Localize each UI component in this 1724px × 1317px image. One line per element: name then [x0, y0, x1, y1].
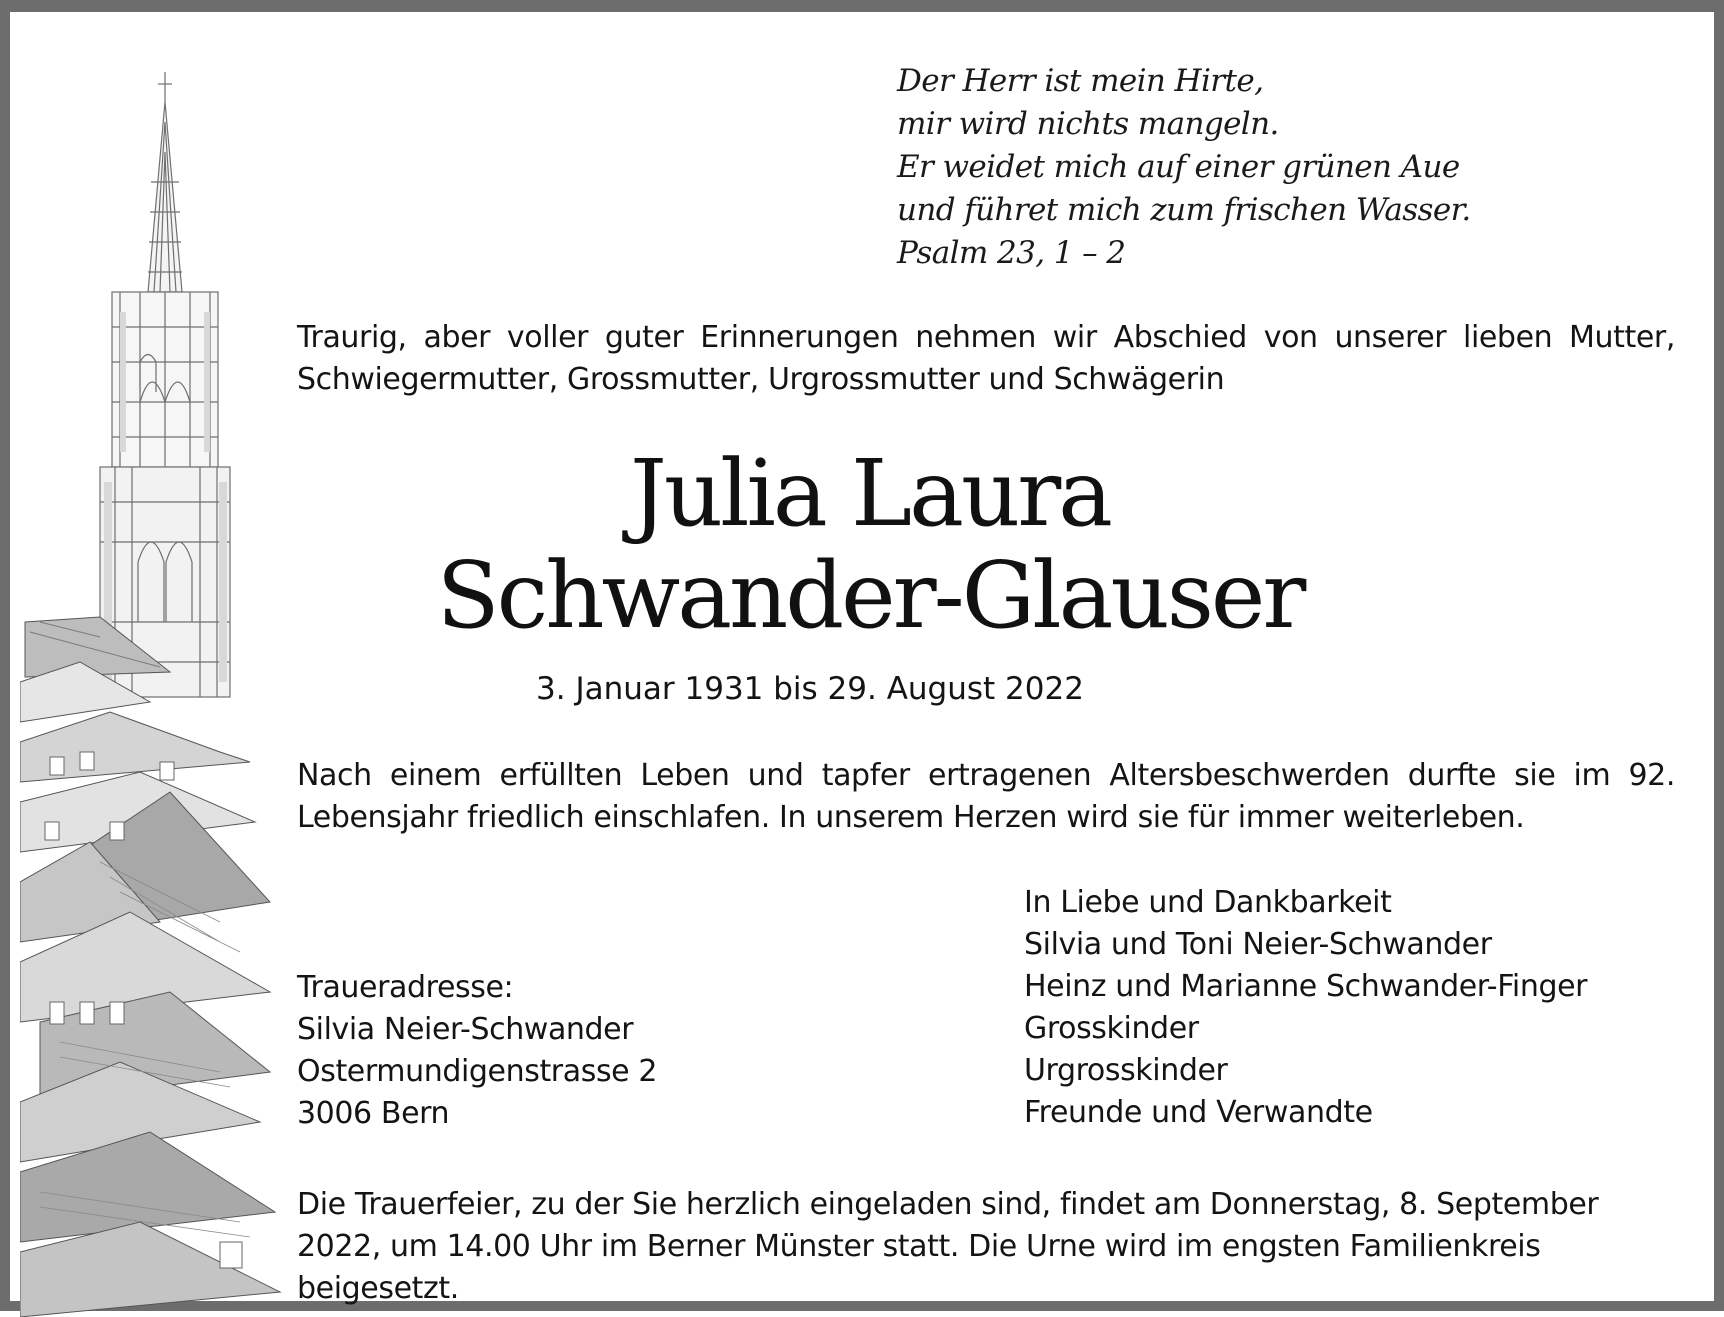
psalm-line: Der Herr ist mein Hirte, [897, 63, 1264, 99]
psalm-line: und führet mich zum frischen Wasser. [897, 192, 1471, 228]
ceremony-text: Die Trauerfeier, zu der Sie herzlich eingeladen sind, findet am Donnerstag, 8. September 2022, um 14.00 Uhr im Berner Münster statt. Die Urne wird im engsten Familienkreis beigesetzt. [297, 1187, 1599, 1306]
address-heading: Traueradresse: [297, 970, 514, 1005]
life-dates: 3. Januar 1931 bis 29. August 2022 [536, 671, 1084, 707]
psalm-line: Er weidet mich auf einer grünen Aue [897, 149, 1460, 185]
mourning-address [297, 967, 857, 1135]
mourner-entry: Freunde und Verwandte [1024, 1095, 1373, 1130]
intro-text: Traurig, aber voller guter Erinnerungen nehmen wir Abschied von unserer lieben Mutter, Schwiegermutter, Grossmutter, Urgrossmutter und Schwägerin [297, 320, 1675, 397]
psalm-line: mir wird nichts mangeln. [897, 106, 1279, 142]
mourners-heading: In Liebe und Dankbarkeit [1024, 885, 1392, 920]
deceased-surname: Schwander-Glauser [436, 542, 1304, 649]
mourner-entry: Silvia und Toni Neier-Schwander [1024, 927, 1492, 962]
address-city: 3006 Bern [297, 1096, 450, 1131]
address-street: Ostermundigenstrasse 2 [297, 1054, 658, 1089]
mourner-entry: Urgrosskinder [1024, 1053, 1228, 1088]
mourner-entry: Heinz und Marianne Schwander-Finger [1024, 969, 1588, 1004]
mourner-entry: Grosskinder [1024, 1011, 1199, 1046]
cathedral-sketch-illustration [20, 62, 285, 1317]
psalm-quote [897, 60, 1657, 275]
address-name: Silvia Neier-Schwander [297, 1012, 634, 1047]
tribute-text: Nach einem erfüllten Leben und tapfer ertragenen Altersbeschwerden durfte sie im 92. Lebensjahr friedlich einschlafen. In unserem Herzen wird sie für immer weiterleben. [297, 758, 1675, 835]
mourners-list [1024, 882, 1664, 1134]
psalm-reference: Psalm 23, 1 – 2 [897, 235, 1126, 271]
deceased-first-names: Julia Laura [629, 440, 1111, 547]
